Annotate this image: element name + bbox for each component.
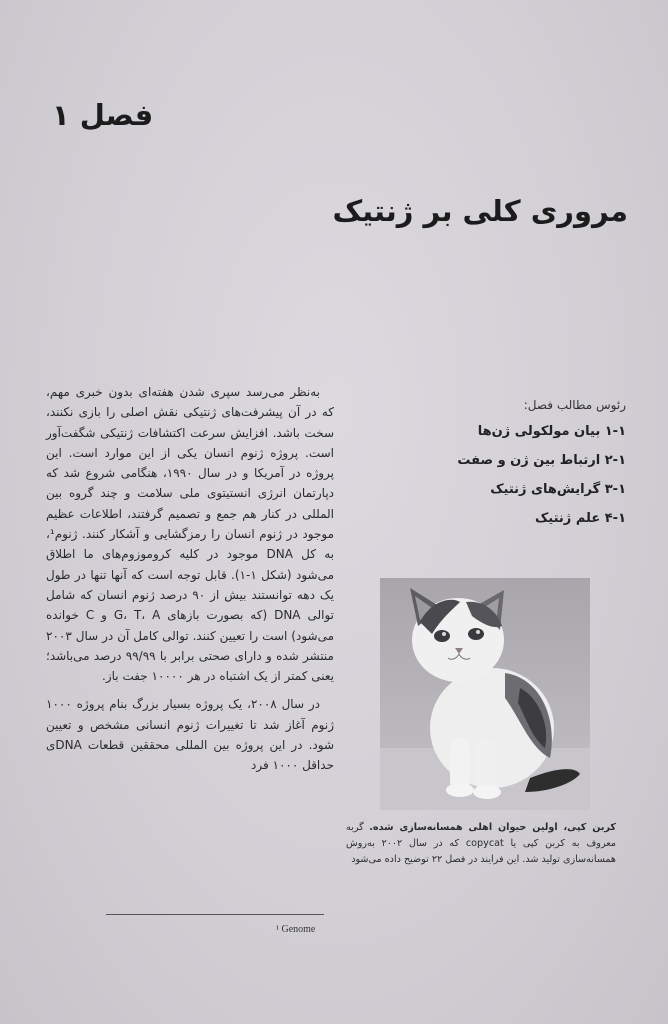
footnote-divider (106, 914, 324, 915)
outline-item: ۲-۱ ارتباط بین ژن و صفت (457, 453, 626, 468)
caption-text: گربه معروف به کربن کپی یا copycat که در سال ۲۰۰۲ به‌روش همسانه‌سازی تولید شد. این فرایند در فصل ۲۲ توضیح داده می‌شود (346, 822, 616, 865)
cat-illustration (380, 578, 590, 810)
body-text (46, 382, 334, 776)
caption-title: کربن کپی، اولین حیوان اهلی همسانه‌سازی شده. (369, 822, 616, 833)
outline-item: ۴-۱ علم ژنتیک (535, 511, 626, 526)
outline-item: ۱-۱ بیان مولکولی ژن‌ها (477, 424, 626, 439)
chapter-title: مروری کلی بر ژنتیک (332, 194, 628, 228)
body-paragraph: در سال ۲۰۰۸، یک پروژه بسیار بزرگ بنام پروژه ۱۰۰۰ ژنوم آغاز شد تا تغییرات ژنوم انسانی مشخص و تعیین شود. در این پروژه بین المللی محققین قطعات DNAی حداقل ۱۰۰۰ فرد (46, 697, 334, 773)
chapter-outline (386, 398, 626, 540)
outline-heading: رئوس مطالب فصل: (523, 398, 626, 412)
figure-caption (346, 820, 616, 868)
cat-photo (380, 578, 590, 810)
chapter-label: فصل ۱ (52, 98, 154, 132)
body-paragraph: به‌نظر می‌رسد سپری شدن هفته‌ای بدون خبری مهم، که در آن پیشرفت‌های ژنتیکی نقش اصلی را بازی نکنند، سخت باشد. افزایش سرعت اکتشافات ژنتیکی شگفت‌آور است. پروژه ژنوم انسان یکی از این موارد است. این پروژه در آمریکا و در سال ۱۹۹۰، هنگامی شروع شد که دپارتمان انرژی انستیتوی ملی سلامت و چند گروه بین المللی در کنار هم جمع و تصمیم گرفتند، اطلاعات عظیم موجود در ژنوم انسان را رمزگشایی و آشکار کنند. ژنوم¹، به کل DNA موجود در کلیه کروموزوم‌های ما اطلاق می‌شود (شکل ۱-۱). قابل توجه است که آنها تنها در طول یک دهه توانستند بیش از ۹۰ درصد ژنوم انسان که شامل توالی DNA (که بصورت بازهای G، T، A و C خوانده می‌شود) است را تعیین کنند. توالی کامل آن در سال ۲۰۰۳ منتشر شده و دارای صحتی برابر با ۹۹/۹۹ درصد می‌باشد؛ یعنی کمتر از یک اشتباه در هر ۱۰۰۰۰ جفت باز. (46, 385, 334, 684)
outline-item: ۳-۱ گرایش‌های ژنتیک (490, 482, 626, 497)
footnote: ¹ Genome (276, 924, 316, 935)
